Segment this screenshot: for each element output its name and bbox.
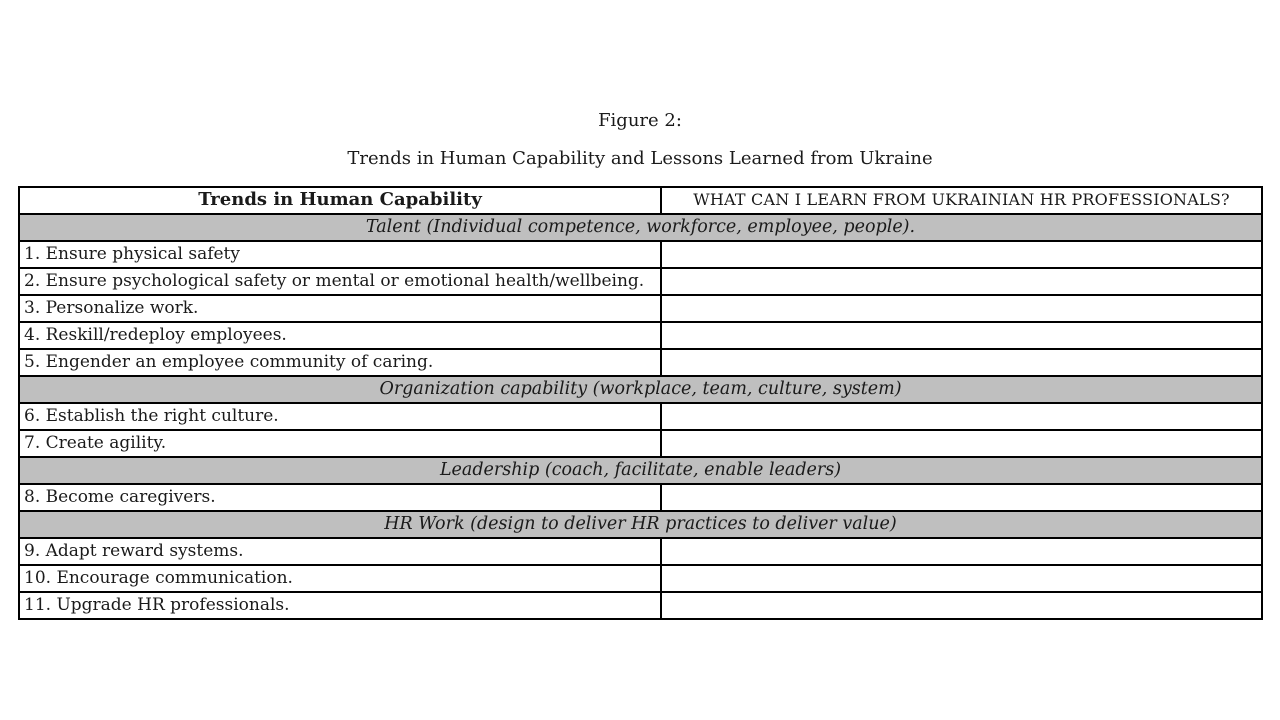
answer-cell [661,295,1262,322]
table-header-row [19,187,1262,214]
table-row [19,538,1262,565]
section-header-row [19,457,1262,484]
answer-cell [661,403,1262,430]
answer-cell [661,322,1262,349]
figure-caption: Trends in Human Capability and Lessons Learned from Ukraine [347,148,933,169]
trends-table [18,186,1263,620]
table-row [19,322,1262,349]
table-row [19,241,1262,268]
section-header: HR Work (design to deliver HR practices to deliver value) [19,511,1262,538]
table-row [19,295,1262,322]
trend-cell: 9. Adapt reward systems. [19,538,661,565]
trend-cell: 1. Ensure physical safety [19,241,661,268]
table-row [19,484,1262,511]
section-header-row [19,376,1262,403]
section-header: Talent (Individual competence, workforce, employee, people). [19,214,1262,241]
trend-cell: 10. Encourage communication. [19,565,661,592]
trend-cell: 3. Personalize work. [19,295,661,322]
section-header: Organization capability (workplace, team, culture, system) [19,376,1262,403]
answer-cell [661,430,1262,457]
answer-cell [661,565,1262,592]
table-body [19,187,1262,619]
answer-cell [661,349,1262,376]
answer-cell [661,484,1262,511]
trend-cell: 4. Reskill/redeploy employees. [19,322,661,349]
table-row [19,403,1262,430]
table-row [19,592,1262,619]
table-row [19,349,1262,376]
section-header: Leadership (coach, facilitate, enable leaders) [19,457,1262,484]
section-header-row [19,214,1262,241]
table-row [19,565,1262,592]
trend-cell: 11. Upgrade HR professionals. [19,592,661,619]
figure-label: Figure 2: [598,110,682,131]
answer-cell [661,592,1262,619]
section-header-row [19,511,1262,538]
table-row [19,430,1262,457]
trend-cell: 7. Create agility. [19,430,661,457]
trend-cell: 2. Ensure psychological safety or mental or emotional health/wellbeing. [19,268,661,295]
trend-cell: 5. Engender an employee community of caring. [19,349,661,376]
column-header-trends: Trends in Human Capability [19,187,661,214]
answer-cell [661,241,1262,268]
table-row [19,268,1262,295]
column-header-lessons: WHAT CAN I LEARN FROM UKRAINIAN HR PROFESSIONALS? [661,187,1262,214]
trend-cell: 6. Establish the right culture. [19,403,661,430]
answer-cell [661,268,1262,295]
answer-cell [661,538,1262,565]
trend-cell: 8. Become caregivers. [19,484,661,511]
